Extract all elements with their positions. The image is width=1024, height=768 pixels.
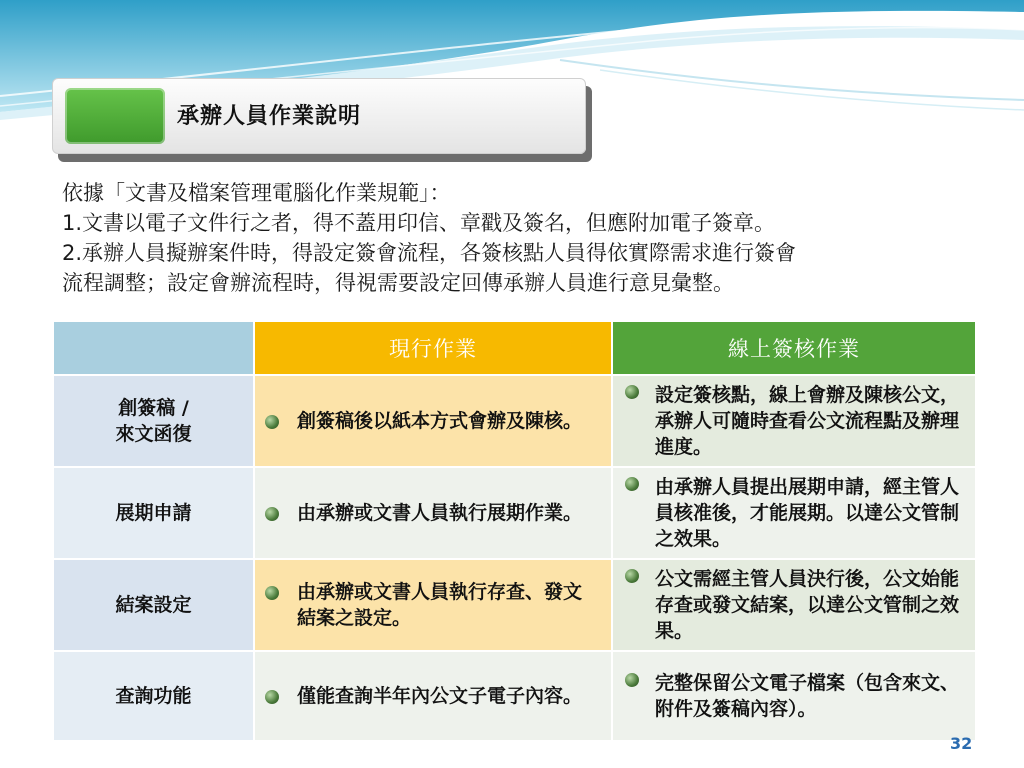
- table-row: [53, 559, 976, 651]
- table-header-row: [53, 321, 976, 375]
- slide-title: 承辦人員作業說明: [177, 104, 362, 129]
- category-line: 展期申請: [115, 502, 192, 524]
- online-ops-cell: [612, 559, 976, 651]
- intro-line: 1.文書以電子文件行之者，得不蓋用印信、章戳及簽名，但應附加電子簽章。: [62, 211, 776, 235]
- title-banner: [52, 78, 586, 154]
- header-online-signoff: 線上簽核作業: [612, 321, 976, 375]
- online-ops-cell: [612, 467, 976, 559]
- intro-text: [62, 178, 972, 298]
- online-ops-cell: [612, 651, 976, 741]
- current-ops-cell: [254, 651, 612, 741]
- row-category: [53, 467, 254, 559]
- online-ops-cell: [612, 375, 976, 467]
- bullet-icon: [625, 477, 639, 491]
- intro-line: 依據「文書及檔案管理電腦化作業規範」：: [62, 181, 451, 205]
- bullet-icon: [265, 690, 279, 704]
- header-current-ops: 現行作業: [254, 321, 612, 375]
- bullet-icon: [625, 385, 639, 399]
- table-row: [53, 651, 976, 741]
- current-ops-text: 由承辦或文書人員執行展期作業。: [297, 502, 583, 524]
- bullet-icon: [265, 586, 279, 600]
- table-row: [53, 375, 976, 467]
- bullet-icon: [265, 507, 279, 521]
- current-ops-text: 由承辦或文書人員執行存查、發文結案之設定。: [297, 581, 583, 629]
- category-line: 創簽稿 /: [118, 397, 189, 419]
- row-category: [53, 559, 254, 651]
- category-line: 查詢功能: [115, 685, 192, 707]
- current-ops-cell: [254, 375, 612, 467]
- current-ops-cell: [254, 467, 612, 559]
- category-line: 結案設定: [115, 594, 192, 616]
- bullet-icon: [265, 415, 279, 429]
- title-accent-block: [65, 88, 165, 144]
- intro-line: 2.承辦人員擬辦案件時，得設定簽會流程，各簽核點人員得依實際需求進行簽會: [62, 241, 797, 265]
- current-ops-text: 僅能查詢半年內公文子電子內容。: [297, 685, 583, 707]
- current-ops-cell: [254, 559, 612, 651]
- online-ops-text: 由承辦人員提出展期申請，經主管人員核准後，才能展期。以達公文管制之效果。: [655, 476, 960, 550]
- bullet-icon: [625, 673, 639, 687]
- intro-line: 流程調整；設定會辦流程時，得視需要設定回傳承辦人員進行意見彙整。: [62, 271, 734, 295]
- page-number: 32: [950, 734, 973, 753]
- current-ops-text: 創簽稿後以紙本方式會辦及陳核。: [297, 410, 583, 432]
- category-line: 來文函復: [115, 423, 192, 445]
- row-category: [53, 651, 254, 741]
- comparison-table: [52, 320, 977, 742]
- online-ops-text: 公文需經主管人員決行後，公文始能存查或發文結案，以達公文管制之效果。: [655, 568, 960, 642]
- bullet-icon: [625, 569, 639, 583]
- header-blank-cell: [53, 321, 254, 375]
- online-ops-text: 設定簽核點，線上會辦及陳核公文，承辦人可隨時查看公文流程點及辦理進度。: [655, 384, 960, 458]
- row-category: [53, 375, 254, 467]
- online-ops-text: 完整保留公文電子檔案（包含來文、附件及簽稿內容）。: [655, 672, 960, 720]
- table-row: [53, 467, 976, 559]
